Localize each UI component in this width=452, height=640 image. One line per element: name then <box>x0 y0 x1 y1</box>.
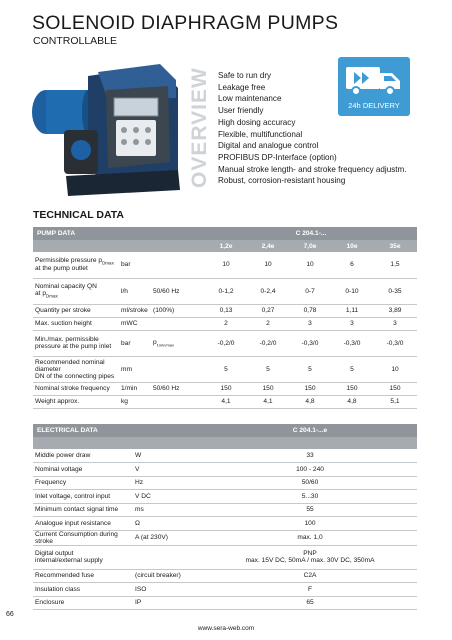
row-condition: (100%) <box>151 304 205 317</box>
row-label: Recommended nominal diameter <box>35 358 105 373</box>
pump-model-label: C 204.1-... <box>205 227 417 240</box>
table-row <box>33 476 417 490</box>
row-label: Minimum contact signal time <box>33 503 133 517</box>
page-title: SOLENOID DIAPHRAGM PUMPS <box>32 12 339 34</box>
row-value: -0,3/0 <box>373 330 417 356</box>
row-value: 55 <box>203 503 417 517</box>
table-row <box>33 583 417 597</box>
feature-item: High dosing accuracy <box>218 117 296 127</box>
feature-item: PROFIBUS DP-Interface (option) <box>218 152 337 162</box>
row-unit: (circuit breaker) <box>133 569 203 583</box>
row-label: Inlet voltage, control input <box>33 490 133 504</box>
row-label: Max. suction height <box>33 317 119 330</box>
table-row <box>33 382 417 395</box>
table-row <box>33 530 417 545</box>
row-unit: A (at 230V) <box>133 530 203 545</box>
row-value: 150 <box>205 382 247 395</box>
pump-data-section-label: PUMP DATA <box>33 227 205 240</box>
table-row: Permissible pressure $p_{Dmax}$ at the pump outlet bar 10 10 10 6 1,5 <box>33 252 417 278</box>
row-unit: Hz <box>133 476 203 490</box>
row-value: 4,8 <box>289 395 331 408</box>
row-value: 2 <box>247 317 289 330</box>
row-value: 100 - 240 <box>203 463 417 477</box>
row-value: 0-35 <box>373 278 417 304</box>
delivery-label: 24h DELIVERY <box>348 101 400 110</box>
row-value: 6 <box>331 252 373 278</box>
row-unit: kg <box>119 395 151 408</box>
row-unit: mWC <box>119 317 151 330</box>
row-value: 5 <box>289 356 331 382</box>
row-unit: IP <box>133 596 203 610</box>
row-value: 50/60 <box>203 476 417 490</box>
row-value: -0,2/0 <box>205 330 247 356</box>
column-header: 10e <box>331 240 373 252</box>
column-header: 35e <box>373 240 417 252</box>
row-value: 4,1 <box>205 395 247 408</box>
row-value: max. 1,0 <box>203 530 417 545</box>
table-row: Recommended nominal diameter DN of the connecting pipes mm 5 5 5 5 10 <box>33 356 417 382</box>
row-value: 3,89 <box>373 304 417 317</box>
row-unit: l/h <box>119 278 151 304</box>
row-value: 150 <box>289 382 331 395</box>
row-label: Middle power draw <box>33 449 133 463</box>
row-unit: ml/stroke <box>119 304 151 317</box>
row-unit: 1/min <box>119 382 151 395</box>
row-value: 1,11 <box>331 304 373 317</box>
row-value: 0,13 <box>205 304 247 317</box>
feature-item: User friendly <box>218 106 264 116</box>
row-label: Quantity per stroke <box>33 304 119 317</box>
row-label: Nominal stroke frequency <box>33 382 119 395</box>
row-value: 150 <box>247 382 289 395</box>
pump-product-image <box>28 58 188 198</box>
row-value-detail: max. 15V DC, 50mA / max. 30V DC, 350mA <box>245 557 375 564</box>
row-label: Recommended fuse <box>33 569 133 583</box>
row-value: 3 <box>289 317 331 330</box>
row-value: 65 <box>203 596 417 610</box>
electrical-model-label: C 204.1-...e <box>203 424 417 437</box>
feature-item: Digital and analogue control <box>218 141 319 151</box>
row-unit: ms <box>133 503 203 517</box>
table-row: Min./max. permissible pressure at the pump inlet bar $p_{1min/max}$ -0,2/0 -0,2/0 -0,3/0 -0,3/0 -0,3/0 <box>33 330 417 356</box>
row-unit: V DC <box>133 490 203 504</box>
row-label: Frequency <box>33 476 133 490</box>
row-value: 1,5 <box>373 252 417 278</box>
electrical-data-table <box>33 424 417 610</box>
technical-data-heading: TECHNICAL DATA <box>33 209 124 221</box>
electrical-data-section-label: ELECTRICAL DATA <box>33 424 203 437</box>
table-row <box>33 596 417 610</box>
row-value: 5...30 <box>203 490 417 504</box>
row-value: -0,3/0 <box>331 330 373 356</box>
row-condition: 50/60 Hz <box>151 382 205 395</box>
row-value: F <box>203 583 417 597</box>
row-label: Insulation class <box>33 583 133 597</box>
column-header: 1,2e <box>205 240 247 252</box>
table-row <box>33 490 417 504</box>
row-unit: bar <box>119 252 151 278</box>
row-value: 0-2,4 <box>247 278 289 304</box>
row-label: Nominal voltage <box>33 463 133 477</box>
row-condition <box>151 356 205 382</box>
row-value: 10 <box>247 252 289 278</box>
row-unit <box>133 545 203 569</box>
row-value: 5 <box>331 356 373 382</box>
table-row <box>33 569 417 583</box>
row-value: 5 <box>247 356 289 382</box>
delivery-badge <box>338 57 410 116</box>
row-unit: V <box>133 463 203 477</box>
row-label: Permissible pressure p <box>35 257 103 265</box>
row-value: 0,27 <box>247 304 289 317</box>
row-value: 150 <box>373 382 417 395</box>
row-label: Weight approx. <box>33 395 119 408</box>
feature-item: Flexible, multifunctional <box>218 129 303 139</box>
row-value: 0-1,2 <box>205 278 247 304</box>
row-value: 5 <box>205 356 247 382</box>
feature-item: Robust, corrosion-resistant housing <box>218 176 346 186</box>
page-subtitle: CONTROLLABLE <box>33 35 118 47</box>
pump-data-table <box>33 227 417 409</box>
table-row <box>33 517 417 531</box>
row-condition <box>151 395 205 408</box>
row-value: 10 <box>373 356 417 382</box>
row-value: 0-7 <box>289 278 331 304</box>
table-row: Nominal capacity QN at $p_{Dmax}$ l/h 50/60 Hz 0-1,2 0-2,4 0-7 0-10 0-35 <box>33 278 417 304</box>
row-label: Analogue input resistance <box>33 517 133 531</box>
delivery-truck-icon <box>338 57 410 101</box>
row-value: 100 <box>203 517 417 531</box>
row-unit: bar <box>119 330 151 356</box>
row-unit: mm <box>119 356 151 382</box>
row-label: Enclosure <box>33 596 133 610</box>
column-header: 2,4e <box>247 240 289 252</box>
row-value: 4,1 <box>247 395 289 408</box>
row-value: 2 <box>205 317 247 330</box>
row-value: 10 <box>205 252 247 278</box>
row-value: -0,3/0 <box>289 330 331 356</box>
row-unit: ISO <box>133 583 203 597</box>
row-value: PNP <box>303 550 317 557</box>
column-header: 7,0e <box>289 240 331 252</box>
row-label: Min./max. permissible <box>35 336 99 343</box>
row-value: 3 <box>331 317 373 330</box>
row-value: 10 <box>289 252 331 278</box>
row-value: 0,78 <box>289 304 331 317</box>
row-label: Digital output <box>35 550 74 557</box>
table-row <box>33 395 417 408</box>
row-condition: 50/60 Hz <box>151 278 205 304</box>
footer-url-link[interactable]: www.sera-web.com <box>197 625 255 632</box>
row-condition <box>151 317 205 330</box>
page-number: 66 <box>6 611 14 618</box>
row-value: -0,2/0 <box>247 330 289 356</box>
overview-vertical-label: OVERVIEW <box>188 67 211 188</box>
row-value: 33 <box>203 449 417 463</box>
row-label: Nominal capacity QN <box>35 283 97 291</box>
row-unit: Ω <box>133 517 203 531</box>
row-value: 4,8 <box>331 395 373 408</box>
table-row <box>33 503 417 517</box>
table-row <box>33 317 417 330</box>
feature-item: Manual stroke length- and stroke frequency adjustm. <box>218 164 407 174</box>
row-value: 150 <box>331 382 373 395</box>
row-condition: p <box>153 338 157 346</box>
row-label: Current Consumption during stroke <box>33 530 133 545</box>
table-row <box>33 449 417 463</box>
row-unit: W <box>133 449 203 463</box>
feature-item: Safe to run dry <box>218 71 272 80</box>
table-row <box>33 463 417 477</box>
row-value: 5,1 <box>373 395 417 408</box>
table-row: Digital output internal/external supply PNP max. 15V DC, 50mA / max. 30V DC, 350mA <box>33 545 417 569</box>
feature-item: Leakage free <box>218 82 266 92</box>
table-row <box>33 304 417 317</box>
row-condition <box>151 252 205 278</box>
row-value: 3 <box>373 317 417 330</box>
row-value: C2A <box>203 569 417 583</box>
row-value: 0-10 <box>331 278 373 304</box>
feature-item: Low maintenance <box>218 94 282 104</box>
